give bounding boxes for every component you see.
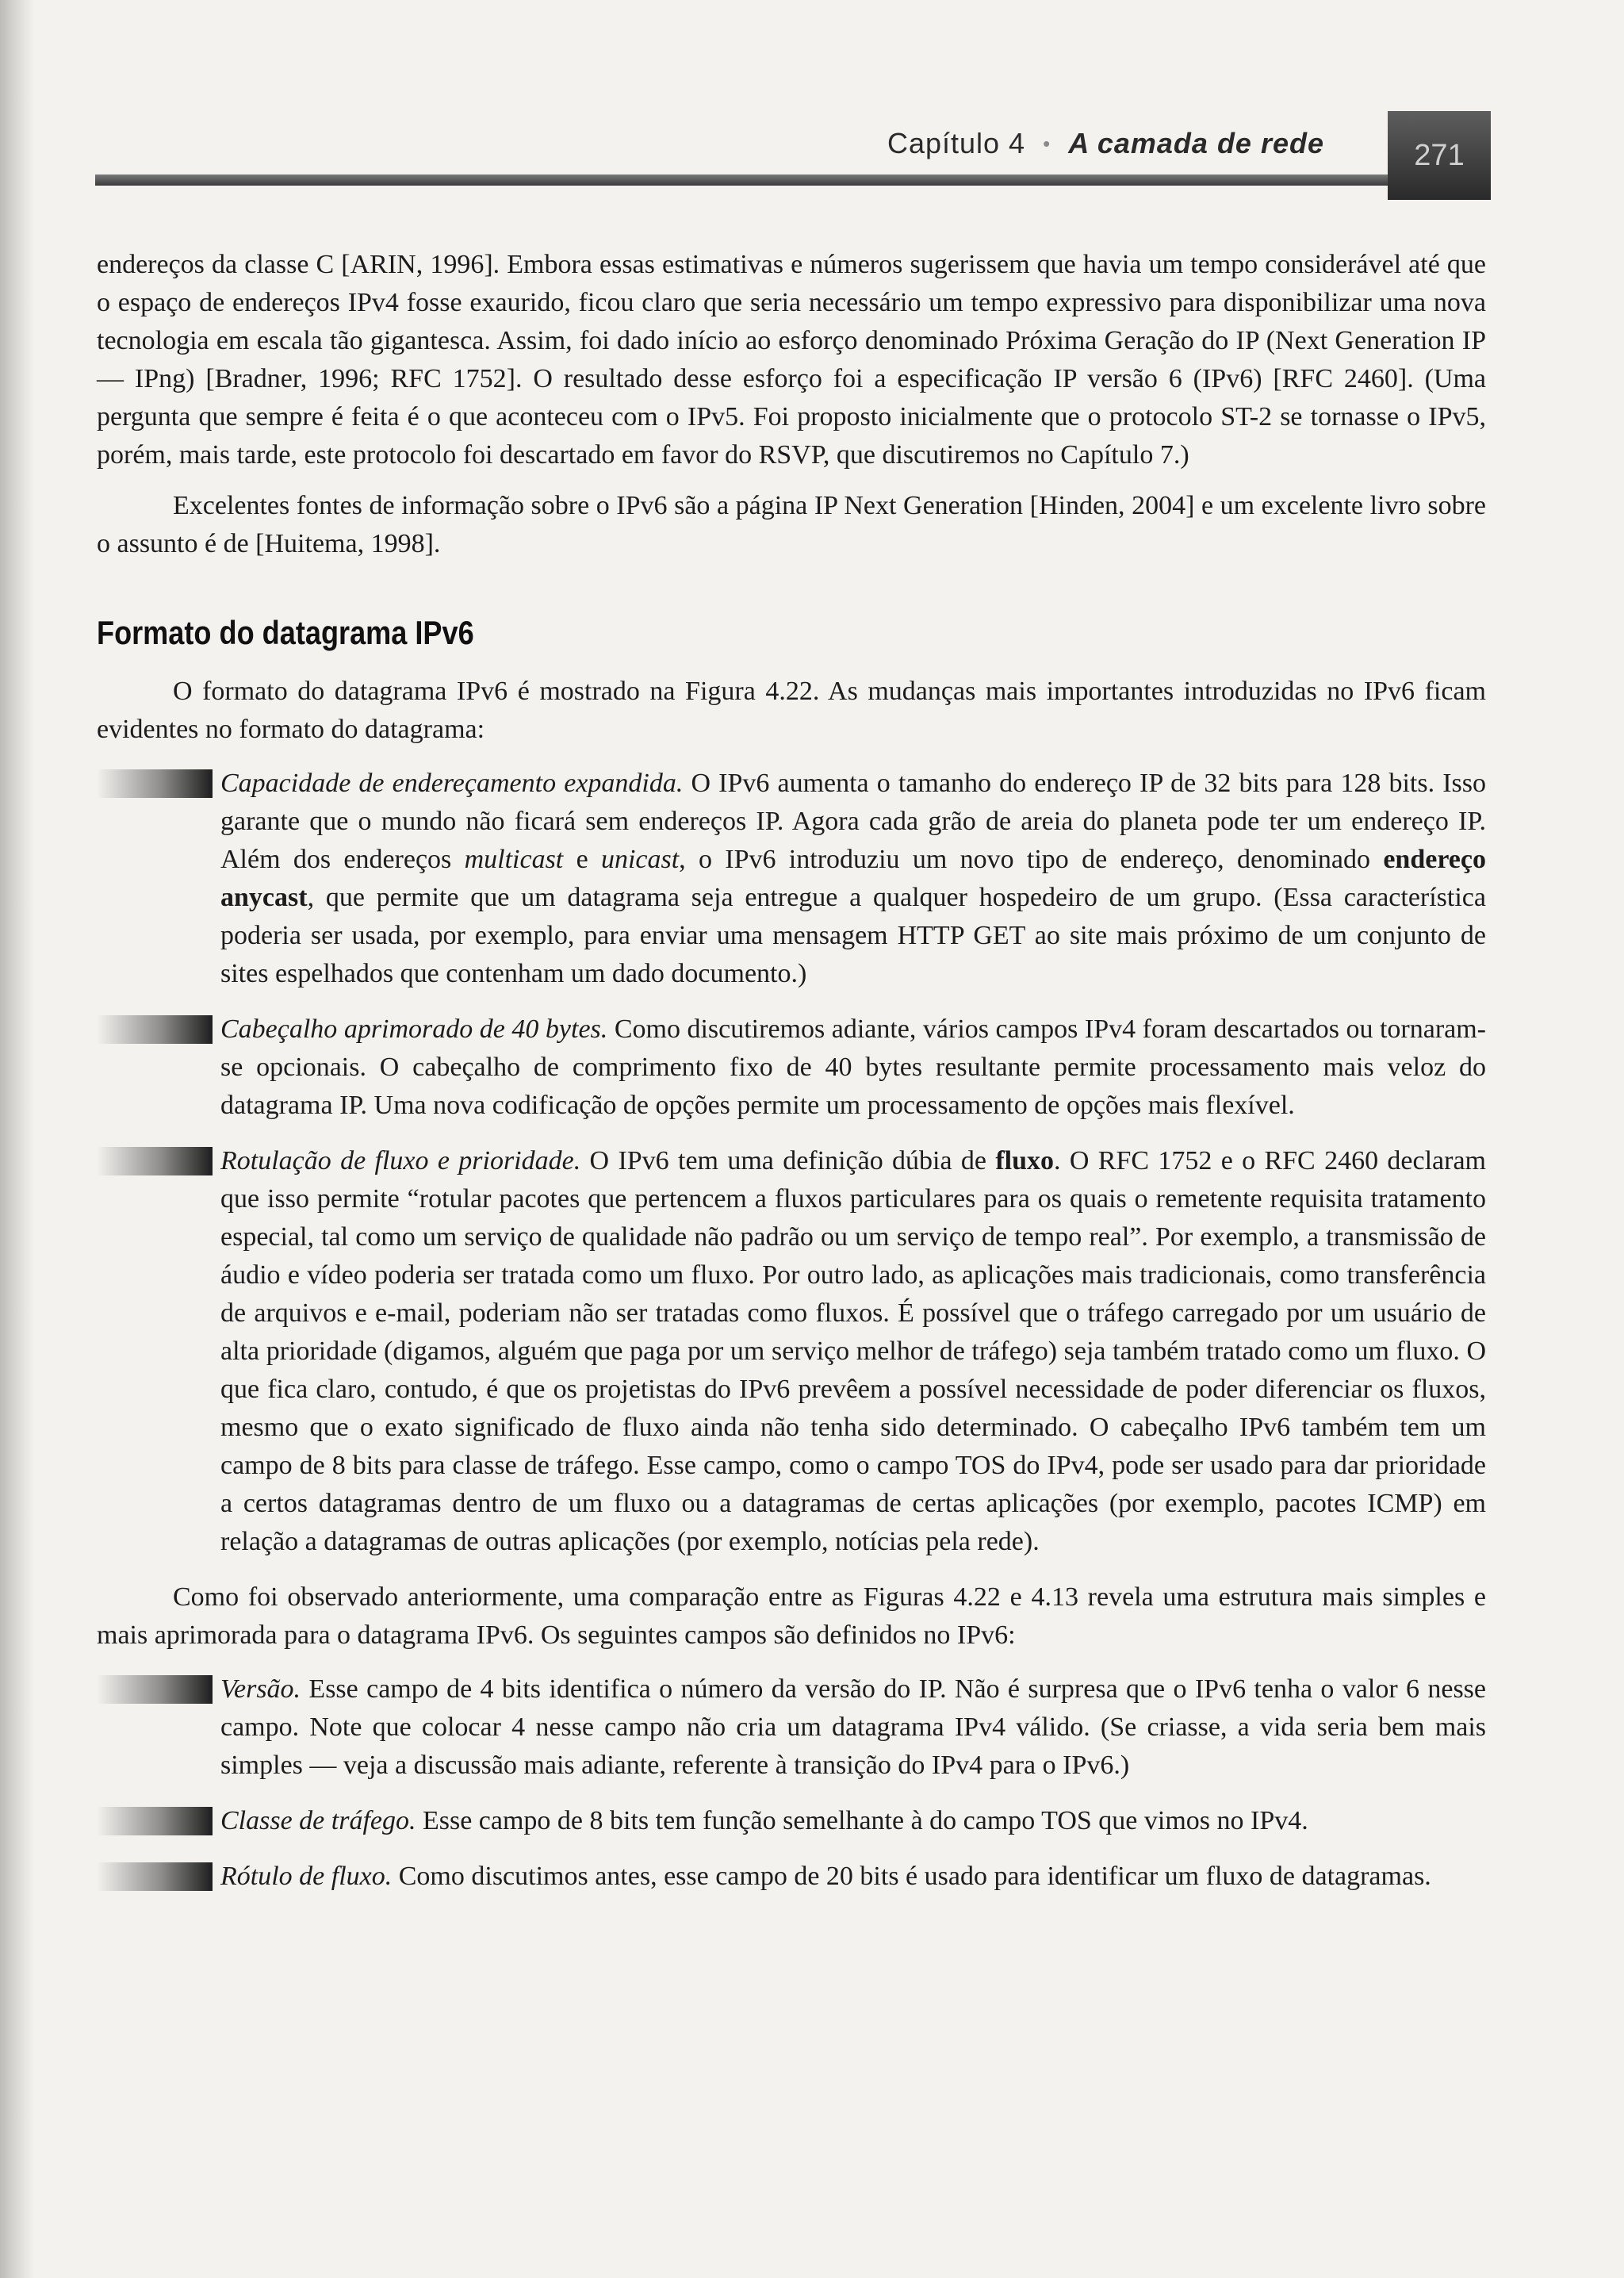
item-body: O IPv6 aumenta o tamanho do endereço IP de 32 bits para 128 bits. Isso garante que o mundo não ficará sem endereços IP. Agora cada grão de areia do planeta pode ter um endereço IP. Além dos endereços: [220, 769, 1486, 874]
item-body: , o IPv6 introduziu um novo tipo de endereço, denominado: [679, 845, 1384, 874]
item-lead: Cabeçalho aprimorado de 40 bytes.: [220, 1014, 608, 1044]
bullet-bar: [97, 1147, 213, 1175]
page-body: [97, 246, 1486, 1913]
list-item-flow-labeling: [97, 1142, 1486, 1561]
item-body: Como discutimos antes, esse campo de 20 bits é usado para identificar um fluxo de datagramas.: [392, 1862, 1431, 1891]
item-lead: Rótulo de fluxo.: [220, 1862, 393, 1891]
fields-intro: Como foi observado anteriormente, uma comparação entre as Figuras 4.22 e 4.13 revela uma estrutura mais simples e mais aprimorada para o datagrama IPv6. Os seguintes campos são definidos no IPv6:: [97, 1582, 1486, 1650]
list-item-version: [97, 1670, 1486, 1785]
page-number: 271: [1388, 111, 1491, 200]
item-text: [220, 1670, 1486, 1785]
chapter-label: Capítulo 4: [887, 127, 1026, 159]
header-separator: •: [1043, 132, 1051, 155]
list-item-addressing: [97, 765, 1486, 993]
item-text: [220, 1142, 1486, 1561]
item-body: Esse campo de 8 bits tem função semelhante à do campo TOS que vimos no IPv4.: [416, 1806, 1308, 1835]
intro-paragraph-1: endereços da classe C [ARIN, 1996]. Embora essas estimativas e números sugerissem que havia um tempo considerável até que o espaço de endereços IPv4 fosse exaurido, ficou claro que seria necessário um tempo expressivo para disponibilizar uma nova tecnologia em escala tão gigantesca. Assim, foi dado início ao esforço denominado Próxima Geração do IP (Next Generation IP — IPng) [Bradner, 1996; RFC 1752]. O resultado desse esforço foi a especificação IP versão 6 (IPv6) [RFC 2460]. (Uma pergunta que sempre é feita é o que aconteceu com o IPv5. Foi proposto inicialmente que o protocolo ST-2 se tornasse o IPv5, porém, mais tarde, este protocolo foi descartado em favor do RSVP, que discutiremos no Capítulo 7.): [97, 250, 1486, 470]
bullet-bar: [97, 769, 213, 798]
bullet-bar: [97, 1675, 213, 1704]
bullet-bar: [97, 1807, 213, 1835]
intro-paragraph-2: Excelentes fontes de informação sobre o IPv6 são a página IP Next Generation [Hinden, 2004] e um excelente livro sobre o assunto é de [Huitema, 1998].: [97, 491, 1486, 558]
running-header: [95, 111, 1491, 184]
header-text: [887, 127, 1324, 160]
item-body: . O RFC 1752 e o RFC 2460 declaram que isso permite “rotular pacotes que pertencem a fluxos particulares para os quais o remetente requisita tratamento especial, tal como um serviço de qualidade não padrão ou um serviço de tempo real”. Por exemplo, a transmissão de áudio e vídeo poderia ser tratada como um fluxo. Por outro lado, as aplicações mais tradicionais, como transferência de arquivos e e-mail, poderiam não ser tratadas como fluxos. É possível que o tráfego carregado por um usuário de alta prioridade (digamos, alguém que paga por um serviço melhor de tráfego) seja também tratado como um fluxo. O que fica claro, contudo, é que os projetistas do IPv6 prevêem a possível necessidade de poder diferenciar os fluxos, mesmo que o exato significado de fluxo ainda não tenha sido determinado. O cabeçalho IPv6 também tem um campo de 8 bits para classe de tráfego. Esse campo, como o campo TOS do IPv4, pode ser usado para dar prioridade a certos datagramas dentro de um fluxo ou a datagramas de certas aplicações (por exemplo, pacotes ICMP) em relação a datagramas de outras aplicações (por exemplo, notícias pela rede).: [220, 1146, 1486, 1556]
book-spine-shadow: [0, 0, 35, 2278]
bullet-bar: [97, 1862, 213, 1891]
item-body: Como discutiremos adiante, vários campos IPv4 foram descartados ou tornaram-se opcionais. O cabeçalho de comprimento fixo de 40 bytes resultante permite processamento mais veloz do datagrama IP. Uma nova codificação de opções permite um processamento de opções mais flexível.: [220, 1014, 1487, 1120]
item-body: e: [563, 845, 601, 874]
item-bold-anycast: endereço anycast: [220, 845, 1486, 912]
item-text: [220, 765, 1486, 993]
item-lead: Rotulação de fluxo e prioridade.: [220, 1146, 581, 1175]
list-item-header: [97, 1011, 1486, 1125]
item-body: , que permite que um datagrama seja entregue a qualquer hospedeiro de um grupo. (Essa característica poderia ser usada, por exemplo, para enviar uma mensagem HTTP GET ao site mais próximo de um conjunto de sites espelhados que contenham um dado documento.): [220, 883, 1486, 988]
item-bold-fluxo: fluxo: [995, 1146, 1055, 1175]
section-intro: O formato do datagrama IPv6 é mostrado na Figura 4.22. As mudanças mais importantes introduzidas no IPv6 ficam evidentes no formato do datagrama:: [97, 677, 1486, 744]
list-item-traffic-class: [97, 1802, 1486, 1840]
item-italic-multicast: multicast: [464, 845, 564, 874]
list-item-flow-label: [97, 1858, 1486, 1896]
item-body: Esse campo de 4 bits identifica o número da versão do IP. Não é surpresa que o IPv6 tenha o valor 6 nesse campo. Note que colocar 4 nesse campo não cria um datagrama IPv4 válido. (Se criasse, a vida seria bem mais simples — veja a discussão mais adiante, referente à transição do IPv4 para o IPv6.): [220, 1674, 1486, 1780]
section-heading: Formato do datagrama IPv6: [97, 614, 474, 651]
item-italic-unicast: unicast: [600, 845, 680, 874]
bullet-bar: [97, 1015, 213, 1044]
item-lead: Capacidade de endereçamento expandida.: [220, 769, 684, 798]
item-body: O IPv6 tem uma definição dúbia de: [580, 1146, 996, 1175]
item-lead: Classe de tráfego.: [220, 1806, 416, 1835]
item-lead: Versão.: [220, 1674, 301, 1704]
item-text: [220, 1858, 1486, 1896]
chapter-title: A camada de rede: [1068, 127, 1324, 159]
item-text: [220, 1011, 1486, 1125]
item-text: [220, 1802, 1486, 1840]
header-rule: [95, 174, 1388, 186]
